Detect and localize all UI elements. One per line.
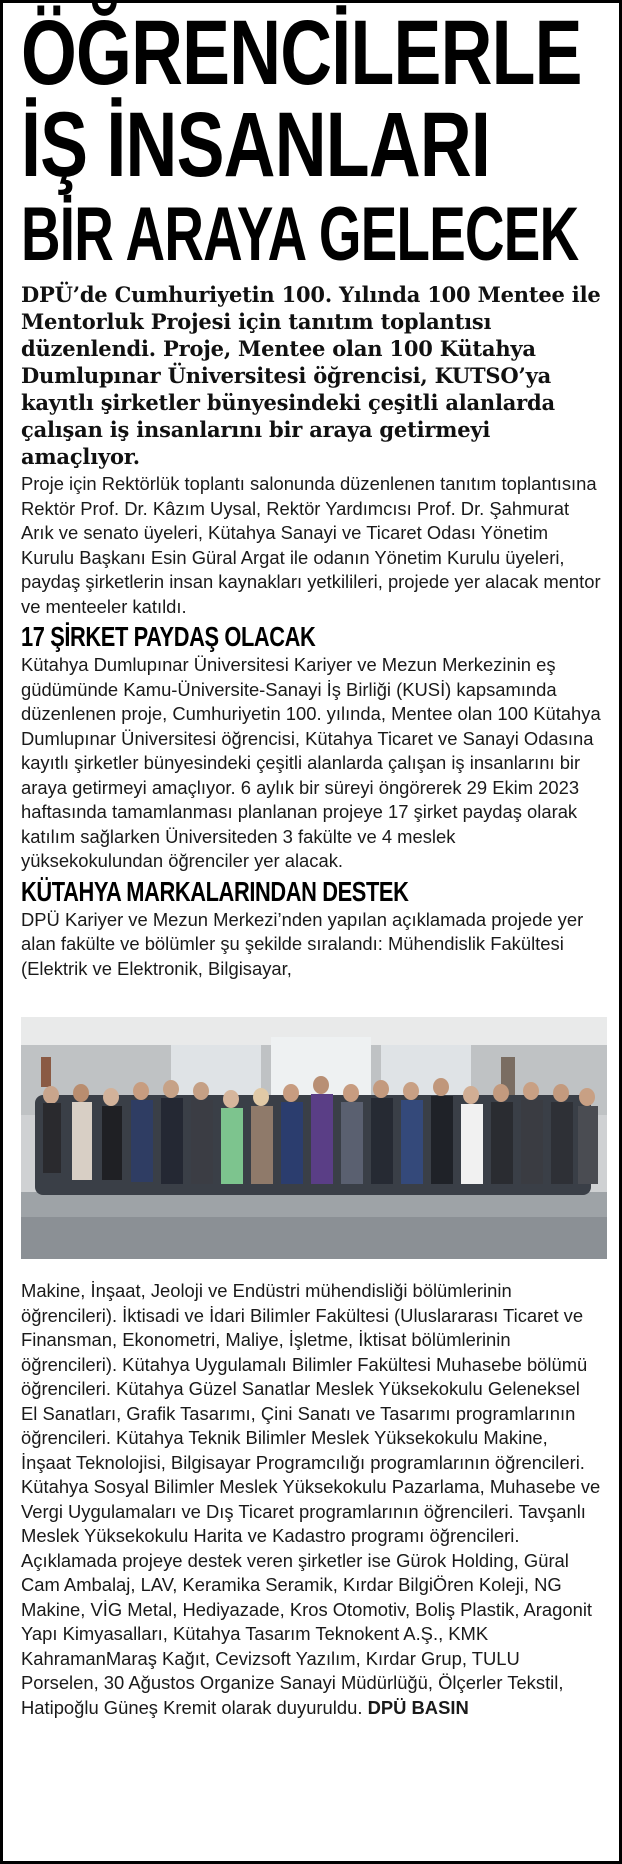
subheading-brands-support: KÜTAHYA MARKALARINDAN DESTEK — [21, 875, 409, 907]
body-paragraph-4-text: Makine, İnşaat, Jeoloji ve Endüstri mühendisliği bölümlerinin öğrencileri). İktisadi ve İdari Bilimler Fakültesi (Uluslararası Ticaret ve Finansman, Ekonometri, Maliye, İşletme, İktisat bölümlerinin öğrencileri). Kütahya Uygulamalı Bilimler Fakültesi Muhasebe bölümü öğrencileri. Kütahya Güzel Sanatlar Meslek Yüksekokulu Geleneksel El Sanatları, Grafik Tasarımı, Çini Sanatı ve Tasarımı programlarının öğrencileri. Kütahya Teknik Bilimler Meslek Yüksekokulu Makine, İnşaat Teknolojisi, Bilgisayar Programcılığı programlarının öğrencileri. Kütahya Sosyal Bilimler Meslek Yüksekokulu Pazarlama, Muhasebe ve Vergi Uygulamaları ve Dış Ticaret programlarının öğrencileri. Tavşanlı Meslek Yüksekokulu Harita ve Kadastro programı öğrencileri. Açıklamada projeye destek veren şirketler ise Gürok Holding, Güral Cam Ambalaj, LAV, Keramika Seramik, Kırdar BilgiÖren Koleji, NG Makine, VİG Metal, Hediyazade, Kros Otomotiv, Boliş Plastik, Aragonit Yapı Kimyasalları, Kütahya Tasarım Teknokent A.Ş., KMK KahramanMaraş Kağıt, Cevizsoft Yazılım, Kırdar Grup, TULU Porselen, 30 Ağustos Organize Sanayi Müdürlüğü, Ölçerler Tekstil, Hatipoğlu Güneş Kremit olarak duyuruldu. — [21, 1280, 601, 1718]
body-paragraph-3: DPÜ Kariyer ve Mezun Merkezi’nden yapılan açıklamada projede yer alan fakülte ve bölümler şu şekilde sıralandı: Mühendislik Fakültesi (Elektrik ve Elektronik, Bilgisayar, — [21, 908, 584, 979]
headline-line-2: İŞ İNSANLARI — [21, 94, 491, 196]
headline-line-1: ÖĞRENCİLERLE — [21, 2, 582, 104]
body-paragraph-1: Proje için Rektörlük toplantı salonunda düzenlenen tanıtım toplantısına Rektör Prof. Dr. Kâzım Uysal, Rektör Yardımcısı Prof. Dr. Şahmurat Arık ve senato üyeleri, Kütahya Sanayi ve Ticaret Odası Yönetim Kurulu Başkanı Esin Güral Argat ile odanın Yönetim Kurulu üyeleri, paydaş şirketlerin insan kaynakları yetkilileri, projede yer alacak mentor ve menteeler katıldı. — [21, 473, 601, 617]
byline: DPÜ BASIN — [367, 1696, 469, 1718]
group-photo-illustration — [21, 1017, 607, 1259]
body-paragraph-4 — [21, 1279, 601, 1720]
group-photo — [21, 1017, 607, 1259]
headline-line-3: BİR ARAYA GELECEK — [21, 192, 579, 277]
subheading-stakeholders: 17 ŞİRKET PAYDAŞ OLACAK — [21, 621, 316, 652]
body-paragraph-2: Kütahya Dumlupınar Üniversitesi Kariyer ve Mezun Merkezinin eş güdümünde Kamu-Üniversite-Sanayi İş Birliği (KUSİ) kapsamında düzenlenen proje, Cumhuriyetin 100. yılında, Mentee olan 100 Kütahya Dumlupınar Üniversitesi öğrencisi, Kütahya Ticaret ve Sanayi Odasına kayıtlı şirketler bünyesindeki çeşitli alanlarda çalışan iş insanlarını bir araya getirmeyi amaçlıyor. 6 aylık bir süreyi öngörerek 29 Ekim 2023 haftasında tamamlanması planlanan projeye 17 şirket paydaş olarak katılım sağlarken Üniversiteden 3 fakülte ve 4 meslek yüksekokulundan öğrenciler yer alacak. — [21, 654, 601, 871]
lead-paragraph: DPÜ’de Cumhuriyetin 100. Yılında 100 Mentee ile Mentorluk Projesi için tanıtım toplantısı düzenlendi. Proje, Mentee olan 100 Kütahya Dumlupınar Üniversitesi öğrencisi, KUTSO’ya kayıtlı şirketler bünyesindeki çeşitli alanlarda çalışan iş insanlarını bir araya getirmeyi amaçlıyor. — [21, 282, 601, 469]
